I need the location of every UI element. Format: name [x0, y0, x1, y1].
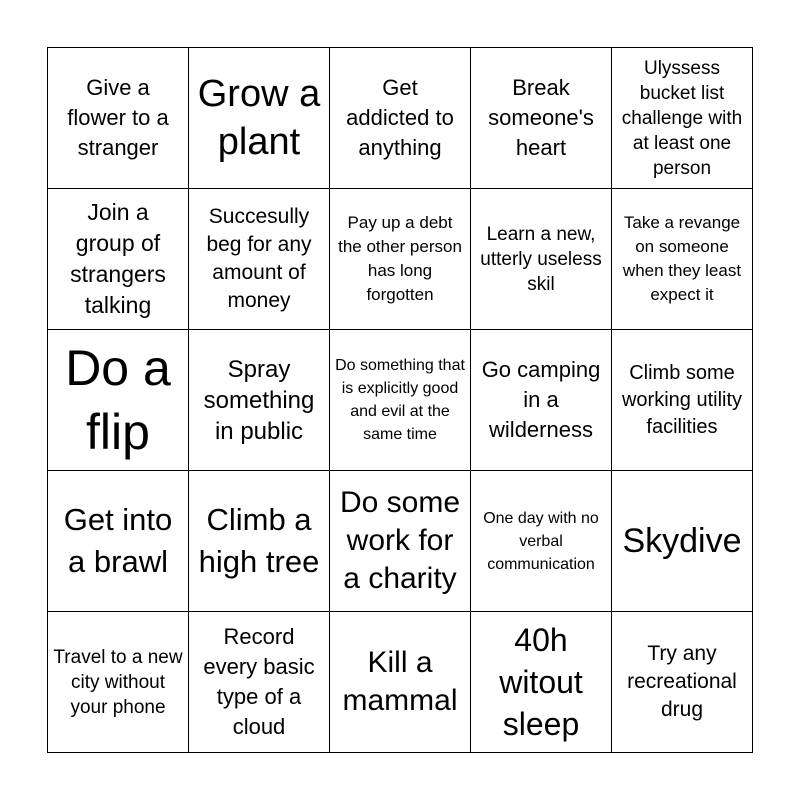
bingo-square[interactable]	[471, 330, 612, 471]
bingo-square-label: Do something that is explicitly good and evil at the same time	[335, 357, 465, 443]
bingo-square[interactable]	[330, 471, 471, 612]
bingo-square-label: Travel to a new city without your phone	[53, 646, 183, 718]
bingo-square[interactable]	[612, 330, 753, 471]
bingo-square-label: Skydive	[622, 522, 742, 560]
bingo-board	[47, 47, 753, 753]
bingo-square-label: Grow a plant	[197, 73, 321, 163]
bingo-square-label: Learn a new, utterly useless skil	[480, 223, 602, 295]
bingo-square-label: Climb a high tree	[198, 502, 320, 579]
bingo-square-label: Ulyssess bucket list challenge with at least one person	[621, 57, 743, 179]
bingo-square[interactable]	[189, 471, 330, 612]
bingo-square-label: Do some work for a charity	[339, 486, 461, 595]
bingo-square-label: Get addicted to anything	[346, 75, 454, 160]
bingo-square-label: Break someone's heart	[488, 75, 594, 160]
bingo-square[interactable]	[471, 48, 612, 189]
bingo-square-label: Go camping in a wilderness	[481, 357, 601, 442]
bingo-square-label: Try any recreational drug	[627, 642, 737, 721]
bingo-square-label: Give a flower to a stranger	[67, 75, 169, 160]
bingo-square-label: Climb some working utility facilities	[621, 361, 743, 438]
bingo-square-label: Spray something in public	[203, 355, 315, 445]
bingo-square[interactable]	[471, 612, 612, 753]
bingo-square[interactable]	[48, 189, 189, 330]
bingo-square-label: Pay up a debt the other person has long forgotten	[338, 213, 462, 304]
bingo-square[interactable]	[612, 612, 753, 753]
bingo-square[interactable]	[330, 189, 471, 330]
bingo-square[interactable]	[48, 471, 189, 612]
bingo-square[interactable]	[48, 330, 189, 471]
bingo-square-label: 40h witout sleep	[499, 622, 583, 742]
bingo-square-label: Succesully beg for any amount of money	[206, 205, 312, 312]
bingo-square[interactable]	[471, 189, 612, 330]
bingo-square[interactable]	[189, 330, 330, 471]
bingo-square[interactable]	[330, 48, 471, 189]
bingo-square[interactable]	[189, 612, 330, 753]
bingo-square-label: Join a group of strangers talking	[70, 199, 166, 318]
bingo-square[interactable]	[48, 612, 189, 753]
bingo-square-label: Record every basic type of a cloud	[203, 624, 315, 739]
bingo-square[interactable]	[330, 330, 471, 471]
bingo-square[interactable]	[189, 48, 330, 189]
bingo-square-label: Take a revange on someone when they least expect it	[622, 213, 742, 304]
bingo-square[interactable]	[48, 48, 189, 189]
bingo-square-label: Get into a brawl	[63, 502, 173, 579]
bingo-square[interactable]	[330, 612, 471, 753]
bingo-square-label: One day with no verbal communication	[483, 509, 599, 573]
bingo-square[interactable]	[612, 189, 753, 330]
bingo-square[interactable]	[189, 189, 330, 330]
bingo-square-label: Kill a mammal	[342, 646, 458, 717]
bingo-square[interactable]	[612, 471, 753, 612]
bingo-square-label: Do a flip	[65, 340, 171, 460]
bingo-square[interactable]	[471, 471, 612, 612]
bingo-square[interactable]	[612, 48, 753, 189]
